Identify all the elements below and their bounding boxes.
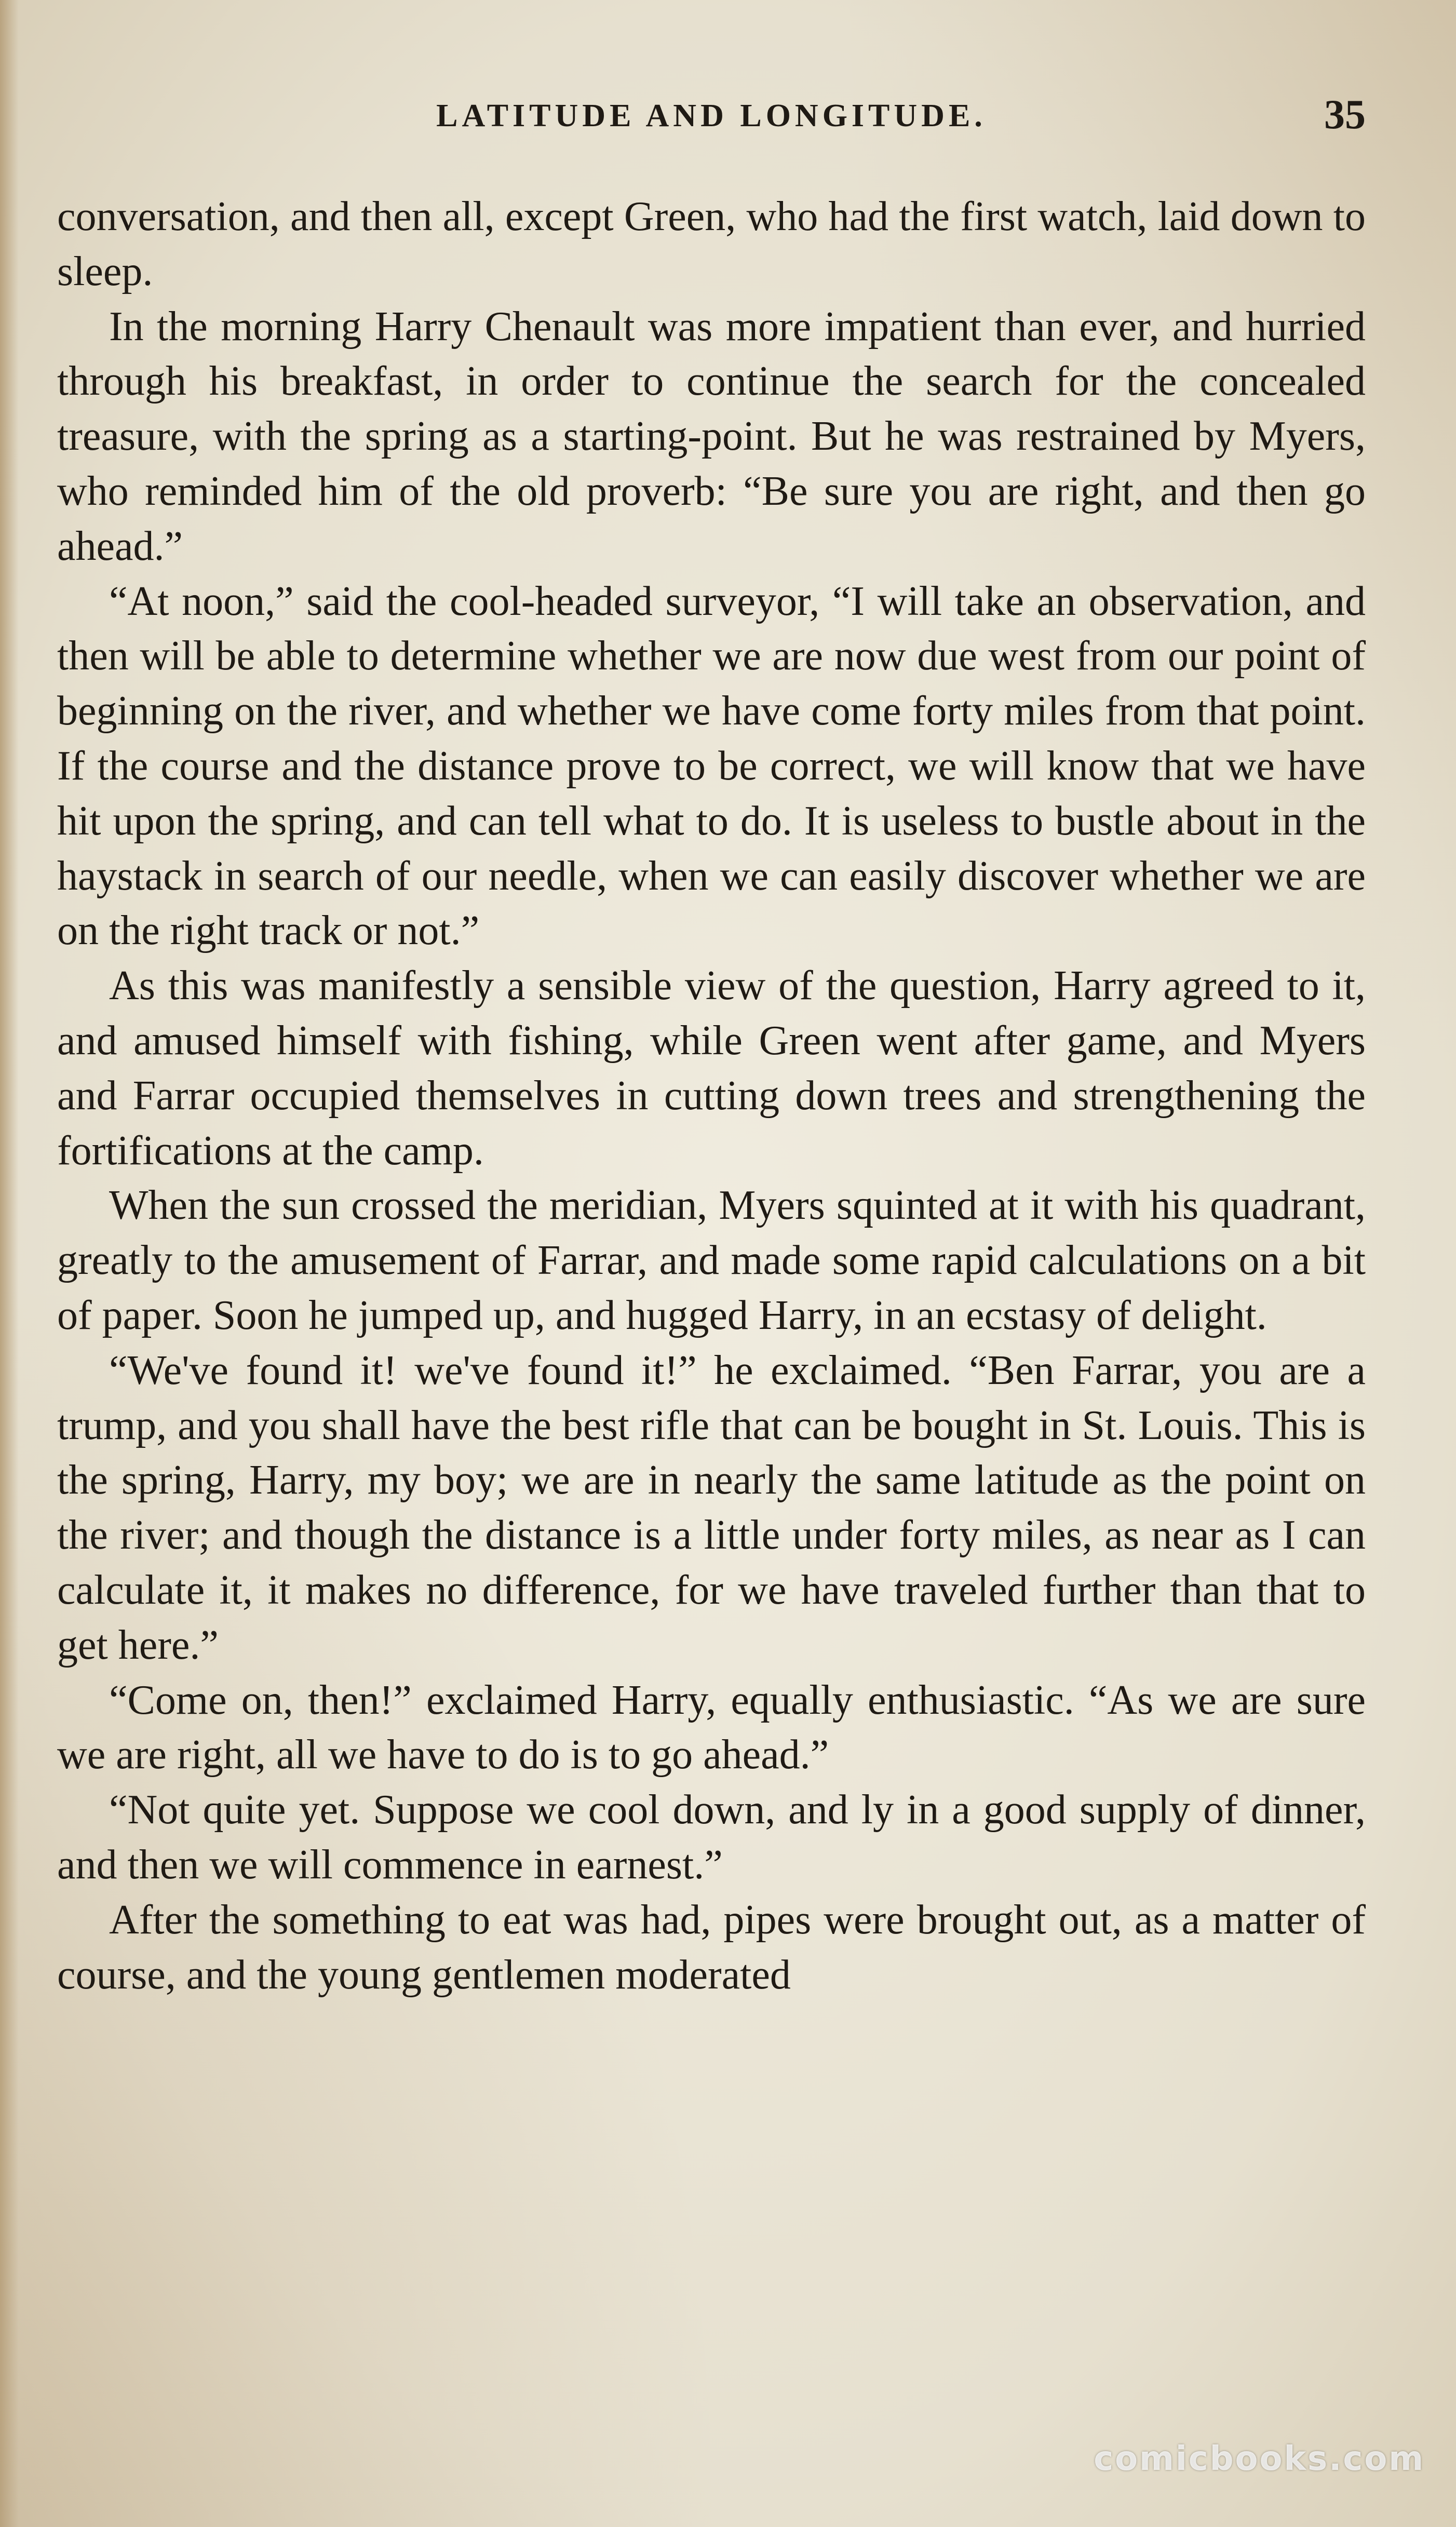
paragraph: “Not quite yet. Suppose we cool down, and ly in a good supply of dinner, and then we will commence in earnest.”	[57, 1787, 1366, 1888]
paragraph: In the morning Harry Chenault was more impatient than ever, and hurried through his breakfast, in order to continue the search for the concealed treasure, with the spring as a starting-point. But he was restrained by Myers, who reminded him of the old proverb: “Be sure you are right, and then go ahead.”	[57, 303, 1366, 569]
paragraph: After the something to eat was had, pipes were brought out, as a matter of course, and the young gentlemen moderated	[57, 1897, 1366, 1998]
paragraph: “At noon,” said the cool-headed surveyor, “I will take an observation, and then will be able to determine whether we are now due west from our point of beginning on the river, and whether we have come forty miles from that point. If the course and the distance prove to be correct, we will know that we have hit upon the spring, and can tell what to do. It is useless to bustle about in the haystack in search of our needle, when we can easily discover whether we are on the right track or not.”	[57, 578, 1366, 954]
paragraph: “We've found it! we've found it!” he exclaimed. “Ben Farrar, you are a trump, and you shall have the best rifle that can be bought in St. Louis. This is the spring, Harry, my boy; we are in nearly the same latitude as the point on the river; and though the distance is a little under forty miles, as near as I can calculate it, it makes no difference, for we have traveled further than that to get here.”	[57, 1347, 1366, 1668]
paragraph: “Come on, then!” exclaimed Harry, equally enthusiastic. “As we are sure we are right, all we have to do is to go ahead.”	[57, 1677, 1366, 1778]
watermark: comicbooks.com	[1094, 2440, 1425, 2478]
running-head: LATITUDE AND LONGITUDE.	[436, 98, 987, 133]
body-text	[57, 190, 1366, 2002]
paragraph: When the sun crossed the meridian, Myers squinted at it with his quadrant, greatly to the amusement of Farrar, and made some rapid calculations on a bit of paper. Soon he jumped up, and hugged Harry, in an ecstasy of delight.	[57, 1182, 1366, 1338]
page-header	[57, 87, 1366, 150]
paragraph: As this was manifestly a sensible view of the question, Harry agreed to it, and amused himself with fishing, while Green went after game, and Myers and Farrar occupied themselves in cutting down trees and strengthening the fortifications at the camp.	[57, 963, 1366, 1174]
page-gutter-shadow	[0, 0, 19, 2527]
page-number: 35	[1324, 92, 1366, 138]
paragraph-continued: conversation, and then all, except Green, who had the first watch, laid down to sleep.	[57, 194, 1366, 294]
